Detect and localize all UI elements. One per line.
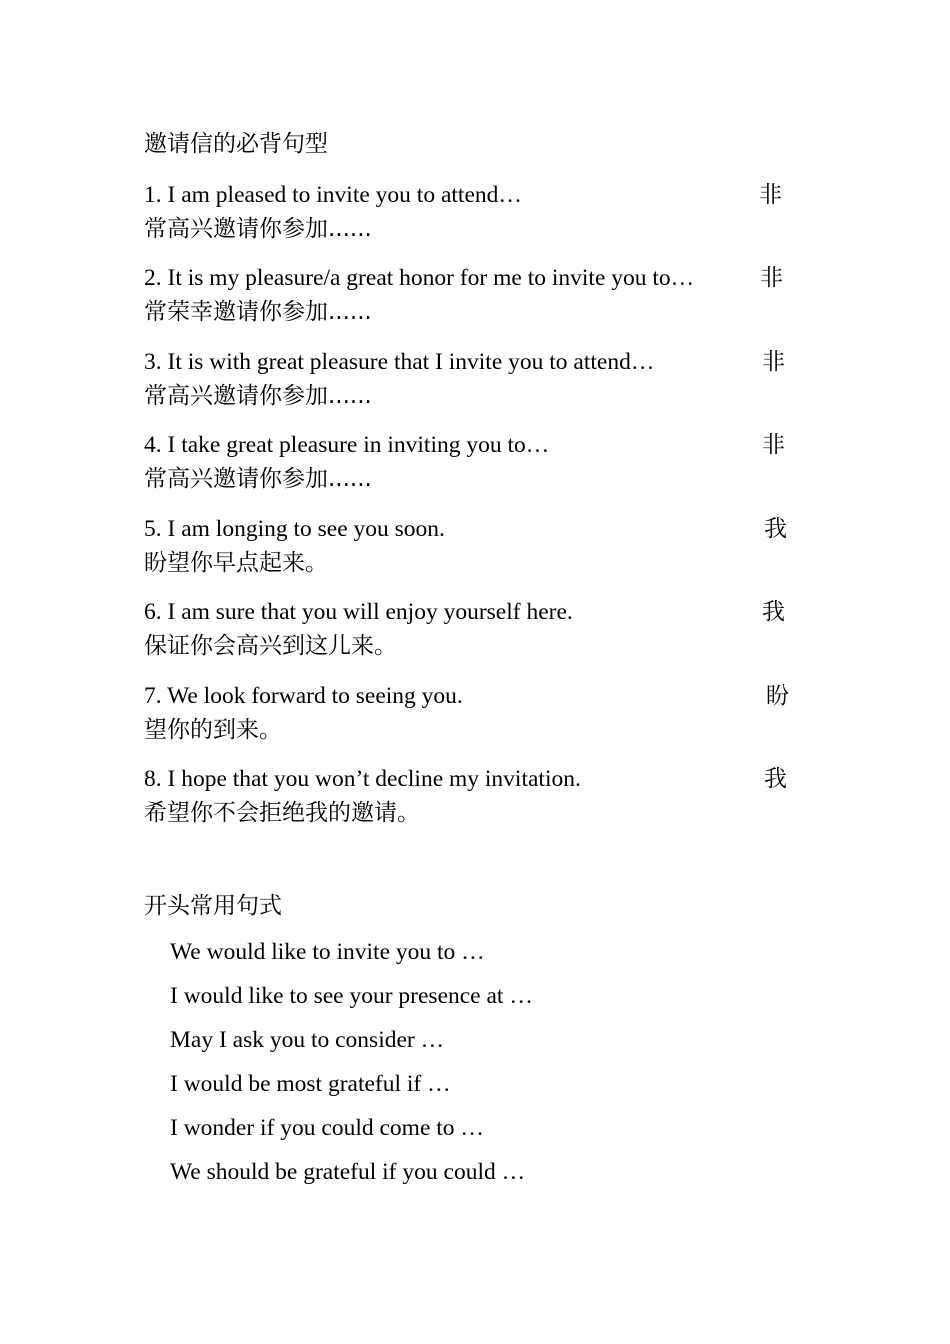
- pattern-6-chinese-start: 我: [762, 599, 785, 625]
- section-heading-invitation-patterns: 邀请信的必背句型: [144, 131, 328, 157]
- pattern-6-chinese: 保证你会高兴到这儿来。: [144, 633, 397, 659]
- pattern-8-english: 8. I hope that you won’t decline my invitation.: [144, 766, 581, 792]
- opening-phrase-3: May I ask you to consider …: [170, 1027, 445, 1053]
- pattern-3-english: 3. It is with great pleasure that I invite you to attend…: [144, 349, 655, 375]
- pattern-8-chinese-start: 我: [764, 766, 787, 792]
- pattern-5-chinese-start: 我: [764, 516, 787, 542]
- opening-phrase-1: We would like to invite you to …: [170, 939, 485, 965]
- pattern-2-english: 2. It is my pleasure/a great honor for me to invite you to…: [144, 265, 695, 291]
- pattern-1-english: 1. I am pleased to invite you to attend…: [144, 182, 522, 208]
- pattern-7-english: 7. We look forward to seeing you.: [144, 683, 463, 709]
- pattern-7-chinese-start: 盼: [766, 683, 789, 709]
- pattern-3-chinese-start: 非: [762, 349, 785, 375]
- pattern-6-english: 6. I am sure that you will enjoy yourself here.: [144, 599, 573, 625]
- pattern-3-chinese: 常高兴邀请你参加......: [144, 383, 372, 409]
- pattern-1-chinese: 常高兴邀请你参加......: [144, 216, 372, 242]
- pattern-4-chinese: 常高兴邀请你参加......: [144, 466, 372, 492]
- opening-phrase-4: I would be most grateful if …: [170, 1071, 451, 1097]
- pattern-7-chinese: 望你的到来。: [144, 717, 282, 743]
- pattern-4-english: 4. I take great pleasure in inviting you to…: [144, 432, 550, 458]
- section-heading-opening-phrases: 开头常用句式: [144, 893, 282, 919]
- pattern-4-chinese-start: 非: [762, 432, 785, 458]
- opening-phrase-6: We should be grateful if you could …: [170, 1159, 526, 1185]
- pattern-5-chinese: 盼望你早点起来。: [144, 550, 328, 576]
- pattern-2-chinese: 常荣幸邀请你参加......: [144, 299, 372, 325]
- opening-phrase-2: I would like to see your presence at …: [170, 983, 533, 1009]
- pattern-2-chinese-start: 非: [760, 265, 783, 291]
- pattern-5-english: 5. I am longing to see you soon.: [144, 516, 445, 542]
- pattern-1-chinese-start: 非: [759, 182, 782, 208]
- pattern-8-chinese: 希望你不会拒绝我的邀请。: [144, 800, 420, 826]
- opening-phrase-5: I wonder if you could come to …: [170, 1115, 484, 1141]
